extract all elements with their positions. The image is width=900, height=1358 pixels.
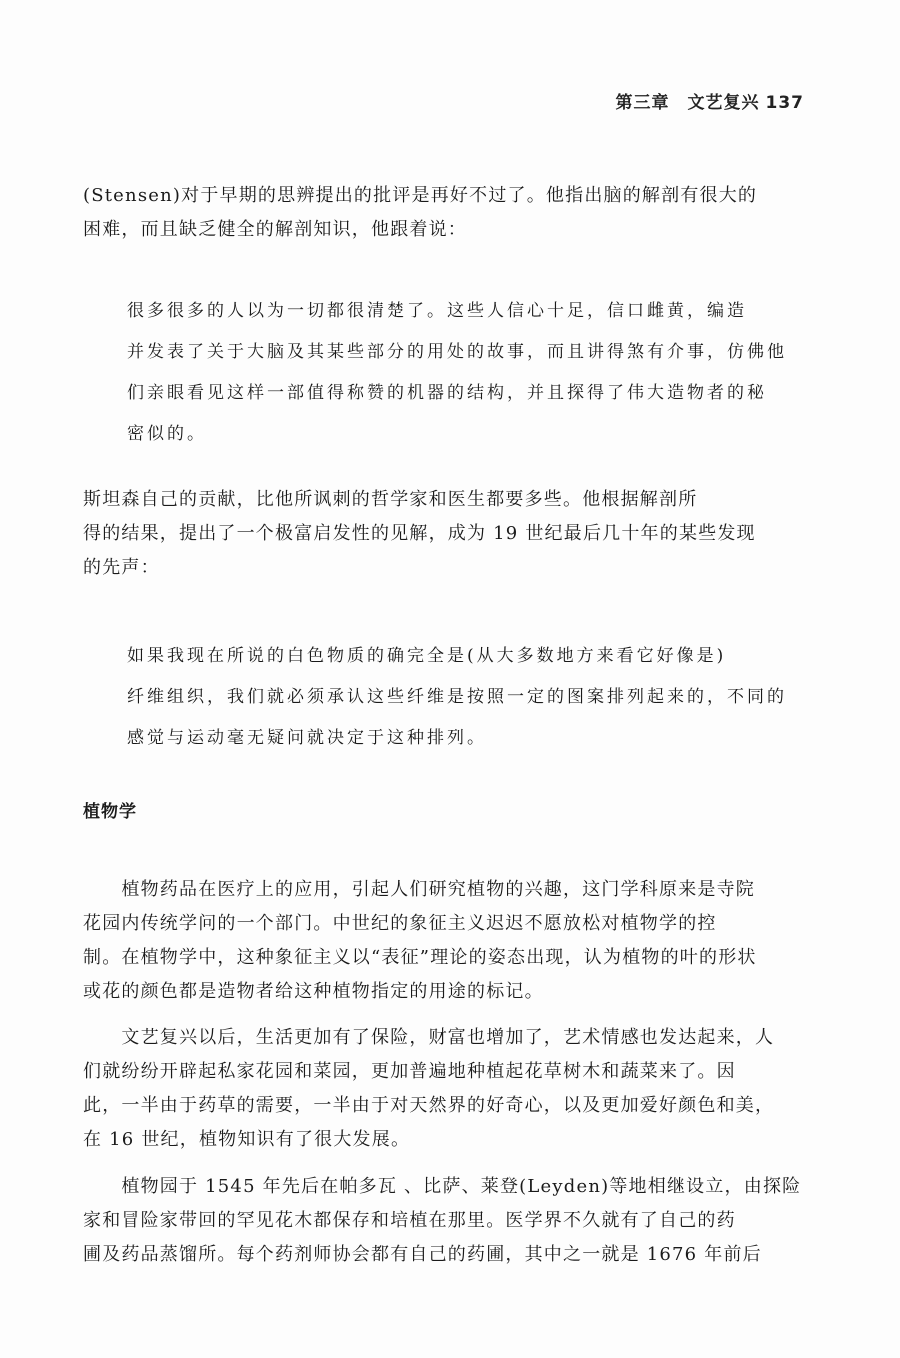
text-line: 植物药品在医疗上的应用，引起人们研究植物的兴趣，这门学科原来是寺院 (83, 879, 755, 900)
quote-line: 很多很多的人以为一切都很清楚了。这些人信心十足，信口雌黄，编造 (127, 301, 747, 321)
paragraph-renaissance-gardens (83, 1021, 805, 1157)
text-line: 在 16 世纪，植物知识有了很大发展。 (83, 1129, 411, 1150)
text-line: 困难，而且缺乏健全的解剖知识，他跟着说： (83, 219, 467, 240)
chapter-number: 第三章 (615, 93, 670, 113)
quote-line: 们亲眼看见这样一部值得称赞的机器的结构，并且探得了伟大造物者的秘 (127, 383, 767, 403)
paragraph-botany-intro (83, 873, 805, 1009)
text-line: 们就纷纷开辟起私家花园和菜园，更加普遍地种植起花草树木和蔬菜来了。因 (83, 1061, 736, 1082)
text-line: 花园内传统学问的一个部门。中世纪的象征主义迟迟不愿放松对植物学的控 (83, 913, 717, 934)
text-line: 家和冒险家带回的罕见花木都保存和培植在那里。医学界不久就有了自己的药 (83, 1210, 736, 1231)
text-line: 的先声： (83, 557, 160, 578)
quote-line: 并发表了关于大脑及其某些部分的用处的故事，而且讲得煞有介事，仿佛他 (127, 342, 787, 362)
text-line: 或花的颜色都是造物者给这种植物指定的用途的标记。 (83, 981, 544, 1002)
paragraph-stensen-intro (83, 179, 805, 247)
running-header (616, 88, 805, 113)
text-line: 此，一半由于药草的需要，一半由于对天然界的好奇心，以及更加爱好颜色和美， (83, 1095, 775, 1116)
text-line: 文艺复兴以后，生活更加有了保险，财富也增加了，艺术情感也发达起来，人 (83, 1027, 775, 1048)
chapter-title: 文艺复兴 (687, 93, 760, 113)
quote-line: 如果我现在所说的白色物质的确完全是(从大多数地方来看它好像是) (127, 646, 727, 666)
text-line: 制。在植物学中，这种象征主义以“表征”理论的姿态出现，认为植物的叶的形状 (83, 947, 757, 968)
block-quote-white-matter (127, 636, 805, 759)
paragraph-stensen-contribution (83, 483, 805, 585)
quote-line: 感觉与运动毫无疑问就决定于这种排列。 (127, 728, 487, 748)
text-line: 植物园于 1545 年先后在帕多瓦 、比萨、莱登(Leyden)等地相继设立，由探险 (83, 1176, 802, 1197)
section-heading-botany: 植物学 (83, 802, 137, 822)
paragraph-botanical-gardens (83, 1170, 805, 1272)
text-line: 斯坦森自己的贡献，比他所讽刺的哲学家和医生都要多些。他根据解剖所 (83, 489, 698, 510)
block-quote-stensen (127, 291, 805, 455)
page-number: 137 (765, 93, 804, 113)
quote-line: 密似的。 (127, 424, 207, 444)
text-line: 得的结果，提出了一个极富启发性的见解，成为 19 世纪最后几十年的某些发现 (83, 523, 756, 544)
text-line: (Stensen)对于早期的思辨提出的批评是再好不过了。他指出脑的解剖有很大的 (83, 185, 758, 206)
quote-line: 纤维组织，我们就必须承认这些纤维是按照一定的图案排列起来的，不同的 (127, 687, 787, 707)
text-line: 圃及药品蒸馏所。每个药剂师协会都有自己的药圃，其中之一就是 1676 年前后 (83, 1244, 762, 1265)
